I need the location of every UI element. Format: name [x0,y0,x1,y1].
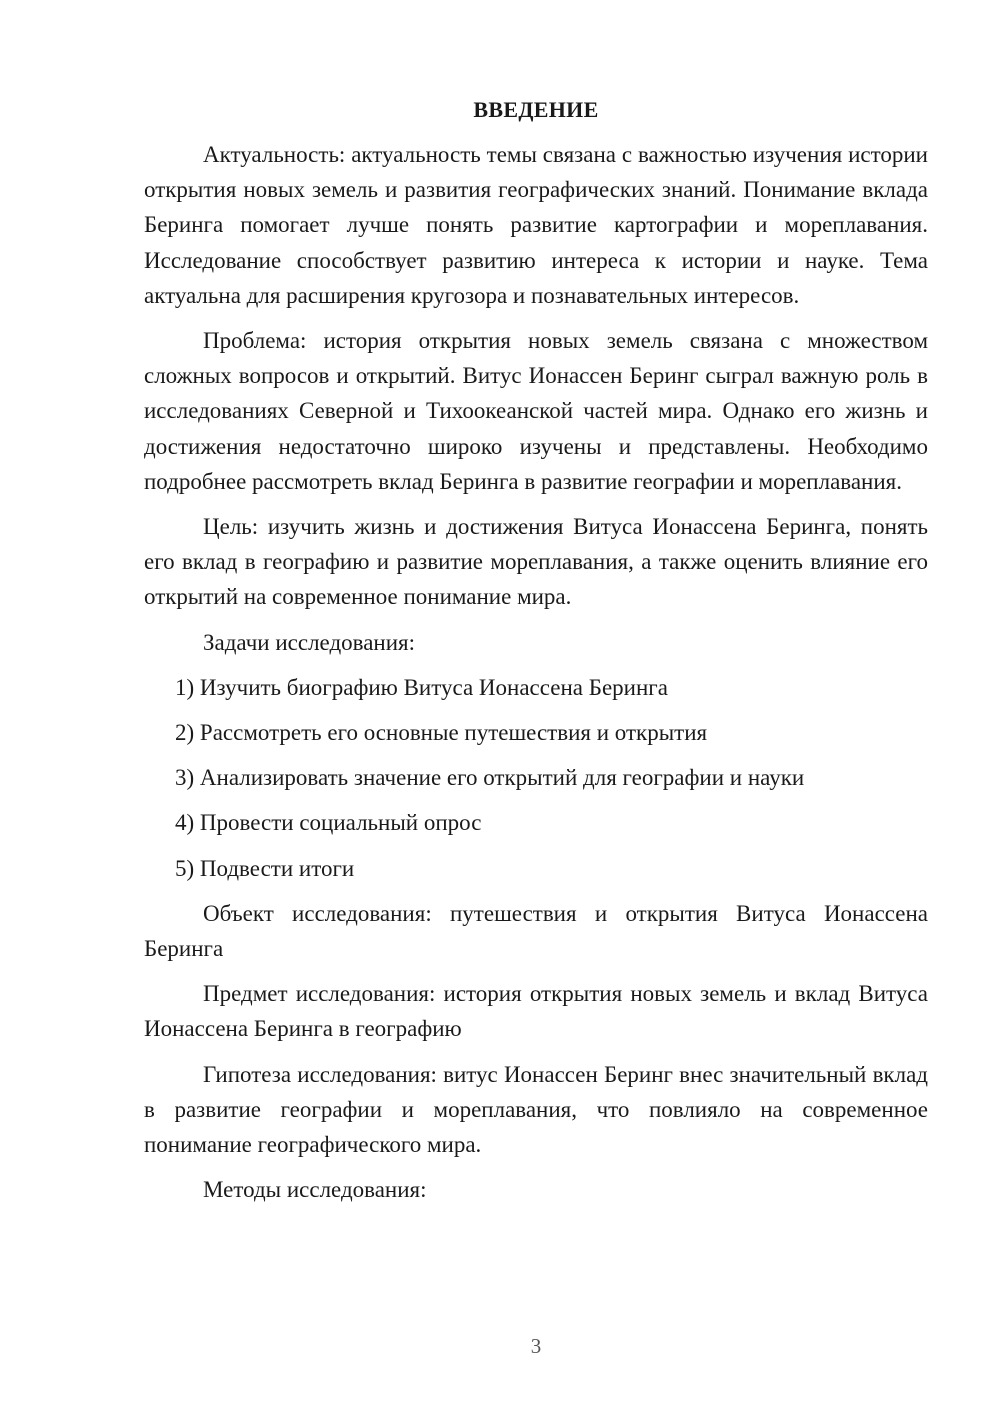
methods-heading: Методы исследования: [203,1177,427,1203]
page-title: ВВЕДЕНИЕ [473,97,599,122]
relevance-paragraph: Актуальность: актуальность темы связана с важностью изучения истории открытия новых земель и развития географических знаний. Понимание вклада Беринга помогает лучше понять развитие картографии и мореплавания. Исследование способствует развитию интереса к истории и науке. Тема актуальна для расширения кругозора и познавательных интересов. [144,142,928,308]
list-item: 3) Анализировать значение его открытий для географии и науки [175,765,805,791]
goal-paragraph: Цель: изучить жизнь и достижения Витуса Ионассена Беринга, понять его вклад в географию и развитие мореплавания, а также оценить влияние его открытий на современное понимание мира. [144,514,928,610]
list-item: 5) Подвести итоги [175,855,355,881]
page-number: 3 [530,1334,542,1358]
list-item: 4) Провести социальный опрос [175,810,482,836]
subject-paragraph: Предмет исследования: история открытия новых земель и вклад Витуса Ионассена Беринга в географию [144,981,928,1042]
tasks-heading: Задачи исследования: [203,629,416,655]
hypothesis-paragraph: Гипотеза исследования: витус Ионассен Беринг внес значительный вклад в развитие географии и мореплавания, что повлияло на современное понимание географического мира. [144,1061,928,1158]
tasks-list [144,670,928,886]
list-item: 2) Рассмотреть его основные путешествия и открытия [175,720,708,746]
problem-paragraph: Проблема: история открытия новых земель связана с множеством сложных вопросов и открытий. Витус Ионассен Беринг сыграл важную роль в исследованиях Северной и Тихоокеанской частей мира. Однако его жизнь и достижения недостаточно широко изучены и представлены. Необходимо подробнее рассмотреть вклад Беринга в развитие географии и мореплавания. [144,328,928,494]
object-paragraph: Объект исследования: путешествия и открытия Витуса Ионассена Беринга [144,900,928,962]
list-item: 1) Изучить биографию Витуса Ионассена Беринга [175,674,668,700]
document-page [144,92,928,1217]
